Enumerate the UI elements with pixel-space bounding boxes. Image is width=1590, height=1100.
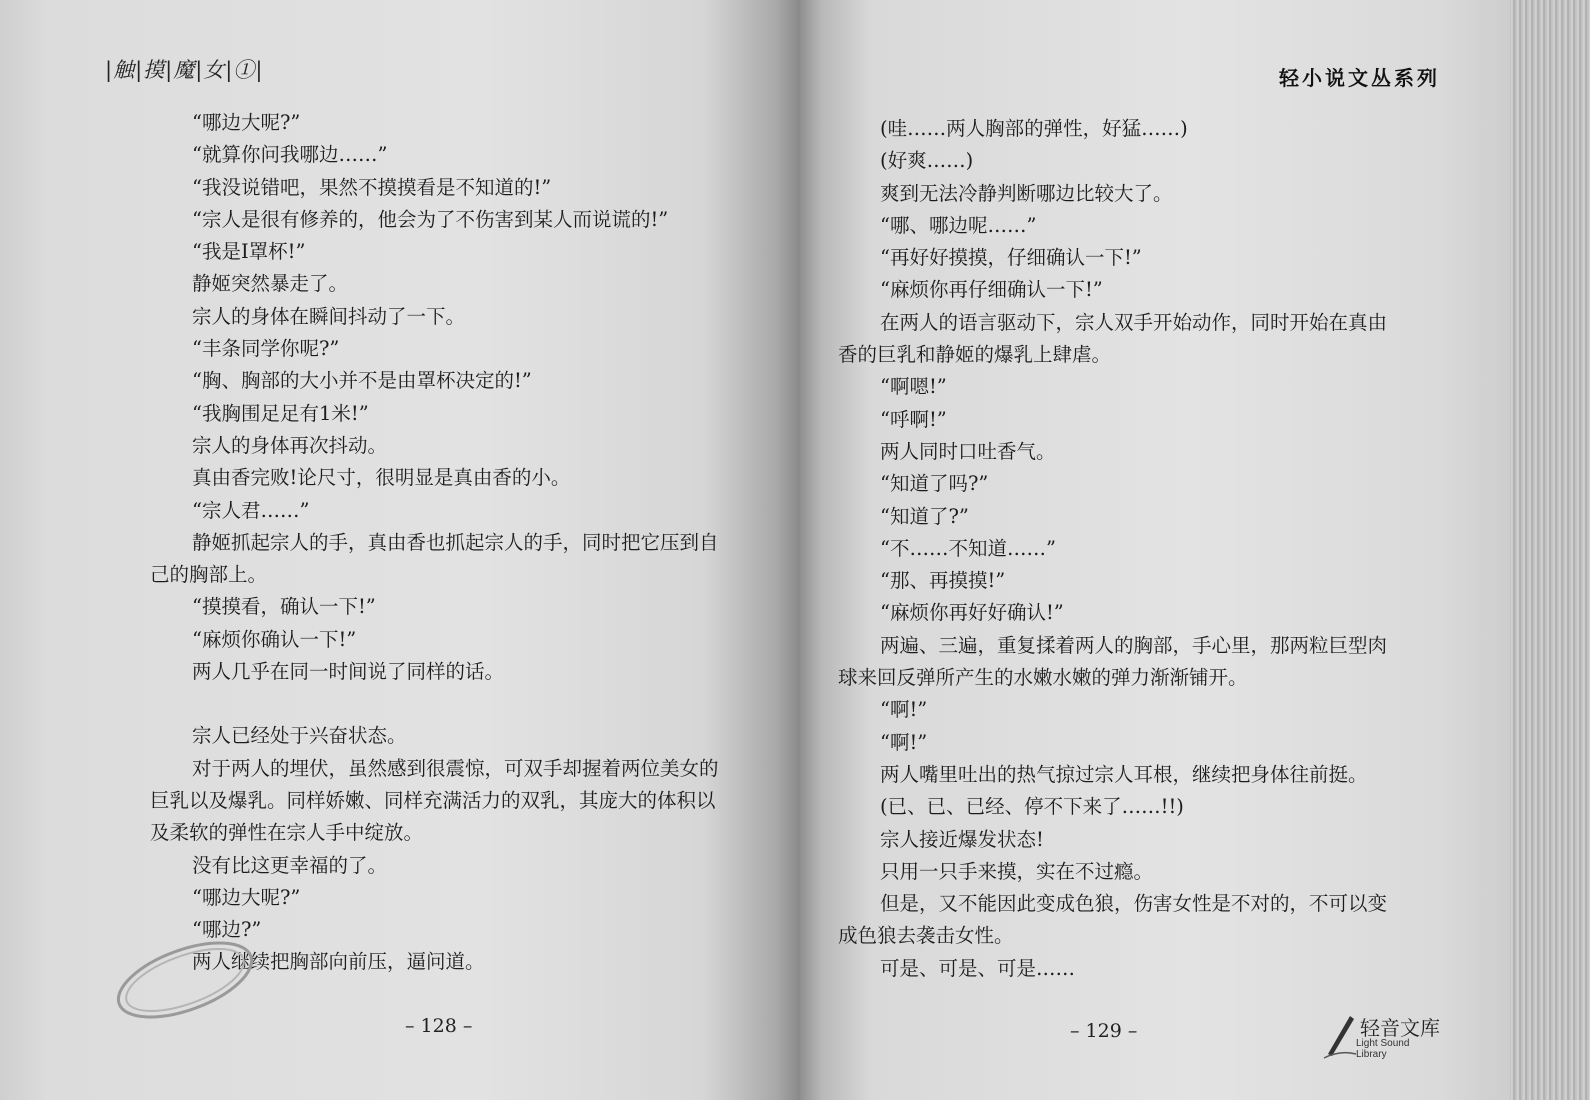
paragraph: “啊!” (880, 698, 928, 722)
paragraph: “不……不知道……” (880, 536, 1056, 560)
paragraph: 宗人接近爆发状态! (880, 827, 1044, 851)
paragraph: “胸、胸部的大小并不是由罩杯决定的!” (192, 369, 532, 393)
paragraph: “麻烦你再好好确认!” (880, 601, 1064, 625)
right-running-header: 轻小说文丛系列 (1279, 66, 1440, 90)
paragraph: 在两人的语言驱动下，宗人双手开始动作，同时开始在真由香的巨乳和静姬的爆乳上肆虐。 (838, 310, 1388, 367)
paragraph-gap (150, 688, 720, 720)
paragraph: 宗人已经处于兴奋状态。 (192, 724, 407, 748)
paragraph: 可是、可是、可是…… (880, 956, 1076, 980)
right-page (800, 0, 1510, 1100)
paragraph: “啊!” (880, 730, 928, 754)
paragraph: “摸摸看，确认一下!” (192, 595, 376, 619)
paragraph: 两遍、三遍，重复揉着两人的胸部，手心里，那两粒巨型肉球来回反弹所产生的水嫩水嫩的弹力渐渐铺开。 (838, 633, 1388, 690)
decorative-ring-icon (110, 930, 260, 1020)
pen-icon (1320, 1010, 1360, 1060)
paragraph: “我胸围足足有1米!” (192, 401, 369, 425)
paragraph: 静姬抓起宗人的手，真由香也抓起宗人的手，同时把它压到自己的胸部上。 (150, 530, 719, 587)
right-page-text (838, 113, 1403, 985)
paragraph: “宗人是很有修养的，他会为了不伤害到某人而说谎的!” (192, 207, 669, 231)
left-page-number: – 128 – (405, 1015, 473, 1037)
paragraph: “知道了吗?” (880, 472, 989, 496)
paragraph: 真由香完败!论尺寸，很明显是真由香的小。 (192, 466, 571, 490)
paragraph: 两人嘴里吐出的热气掠过宗人耳根，继续把身体往前挺。 (880, 762, 1368, 786)
left-page-text (150, 107, 720, 979)
paragraph: “哪、哪边呢……” (880, 213, 1037, 237)
paragraph: “啊嗯!” (880, 375, 947, 399)
paragraph: “哪边大呢?” (192, 111, 301, 134)
paragraph: “呼啊!” (880, 407, 947, 431)
paragraph: “丰条同学你呢?” (192, 337, 340, 361)
right-page-number: – 129 – (1070, 1020, 1138, 1042)
paragraph: “我是I罩杯!” (192, 240, 306, 264)
paragraph: “宗人君……” (192, 498, 310, 522)
paragraph: 静姬突然暴走了。 (192, 272, 349, 296)
paragraph: 只用一只手来摸，实在不过瘾。 (880, 859, 1154, 883)
paragraph: 但是，又不能因此变成色狼，伤害女性是不对的，不可以变成色狼去袭击女性。 (838, 892, 1388, 948)
paragraph: 宗人的身体再次抖动。 (192, 433, 388, 457)
paragraph: 宗人的身体在瞬间抖动了一下。 (192, 304, 466, 328)
paragraph: (好爽……) (880, 149, 974, 173)
paragraph: (已、已、已经、停不下来了……!!) (880, 795, 1184, 819)
page-block-edge (1510, 0, 1590, 1100)
paragraph: “我没说错吧，果然不摸摸看是不知道的!” (192, 175, 552, 199)
paragraph: 没有比这更幸福的了。 (192, 853, 388, 877)
paragraph: 爽到无法冷静判断哪边比较大了。 (880, 181, 1173, 205)
paragraph: “再好好摸摸，仔细确认一下!” (880, 246, 1142, 270)
paragraph: “哪边?” (192, 918, 262, 942)
paragraph: “麻烦你再仔细确认一下!” (880, 278, 1103, 302)
paragraph: “哪边大呢?” (192, 885, 301, 909)
publisher-logo (1320, 1010, 1440, 1060)
paragraph: “就算你问我哪边……” (192, 143, 388, 167)
left-running-header: |触|摸|魔|女|①| (105, 58, 264, 82)
paragraph: 两人几乎在同一时间说了同样的话。 (192, 660, 505, 684)
paragraph: “麻烦你确认一下!” (192, 627, 357, 651)
publisher-logo-subtext: Light Sound Library (1356, 1038, 1410, 1060)
paragraph: (哇……两人胸部的弹性，好猛……) (880, 117, 1188, 140)
paragraph: “知道了?” (880, 504, 969, 528)
paragraph: 对于两人的埋伏，虽然感到很震惊，可双手却握着两位美女的巨乳以及爆乳。同样娇嫩、同样充满活力的双乳，其庞大的体积以及柔软的弹性在宗人手中绽放。 (150, 756, 719, 845)
paragraph: 两人继续把胸部向前压，逼问道。 (192, 950, 485, 974)
publisher-logo-text: 轻音文库 (1360, 1016, 1440, 1040)
paragraph: 两人同时口吐香气。 (880, 439, 1056, 463)
paragraph: “那、再摸摸!” (880, 569, 1006, 593)
